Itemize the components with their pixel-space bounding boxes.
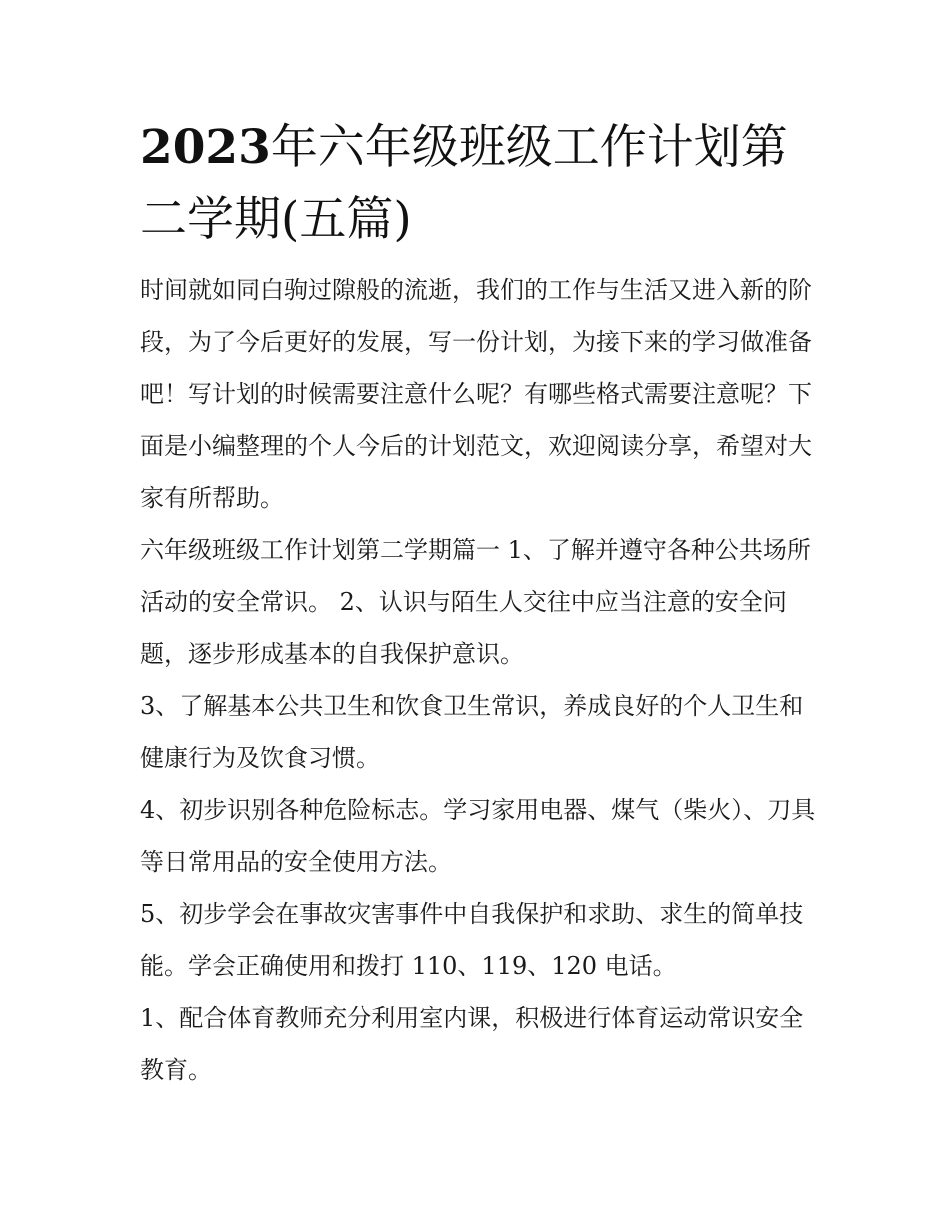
document-body xyxy=(140,264,820,1096)
paragraph-pe-safety: 1、配合体育教师充分利用室内课，积极进行体育运动常识安全教育。 xyxy=(140,1004,804,1084)
paragraph-item-3: 3、了解基本公共卫生和饮食卫生常识，养成良好的个人卫生和健康行为及饮食习惯。 xyxy=(140,692,804,772)
title-text: 年六年级班级工作计划第二学期(五篇) xyxy=(140,120,788,247)
title-year: 2023 xyxy=(140,120,271,175)
paragraph-item-4: 4、初步识别各种危险标志。学习家用电器、煤气（柴火）、刀具等日常用品的安全使用方法。 xyxy=(140,796,816,876)
paragraph-item-5: 5、初步学会在事故灾害事件中自我保护和求助、求生的简单技能。学会正确使用和拨打 110、119、120 电话。 xyxy=(140,900,804,980)
intro-paragraph: 时间就如同白驹过隙般的流逝，我们的工作与生活又进入新的阶段，为了今后更好的发展，写一份计划，为接下来的学习做准备吧！写计划的时候需要注意什么呢？有哪些格式需要注意呢？下面是小编整理的个人今后的计划范文，欢迎阅读分享，希望对大家有所帮助。 xyxy=(140,276,812,512)
paragraph-item-1-2: 六年级班级工作计划第二学期篇一 1、了解并遵守各种公共场所活动的安全常识。 2、认识与陌生人交往中应当注意的安全问题，逐步形成基本的自我保护意识。 xyxy=(140,536,811,668)
document-content xyxy=(140,112,820,1096)
document-title xyxy=(140,112,820,256)
